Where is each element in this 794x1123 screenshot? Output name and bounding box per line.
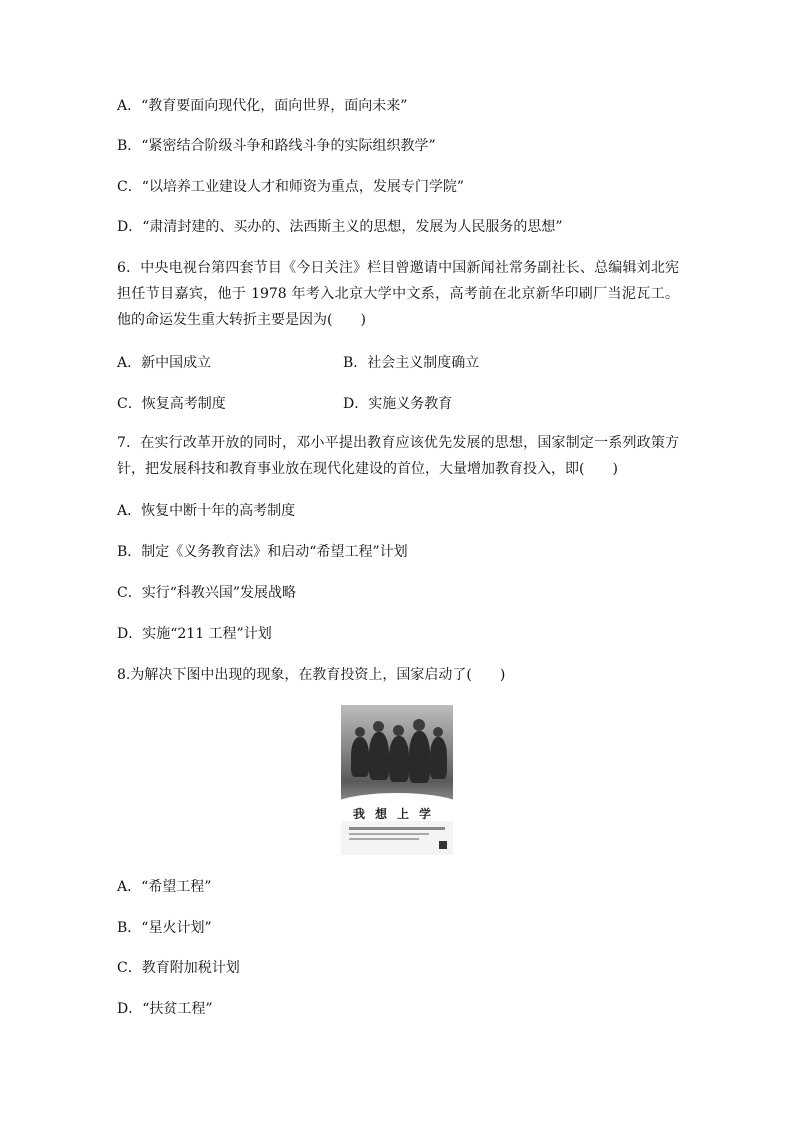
q7-stem: 7．在实行改革开放的同时，邓小平提出教育应该优先发展的思想，国家制定一系列政策方针，把发展科技和教育事业放在现代化建设的首位，大量增加教育投入，即( )	[117, 435, 679, 477]
q7-option-c: C．实行“科教兴国”发展战略	[117, 585, 297, 601]
q7-option-a: A．恢复中断十年的高考制度	[117, 503, 296, 519]
q5-option-c: C．“以培养工业建设人才和师资为重点，发展专门学院”	[117, 179, 465, 195]
q8-option-d: D．“扶贫工程”	[117, 1001, 213, 1017]
q6-stem: 6．中央电视台第四套节目《今日关注》栏目曾邀请中国新闻社常务副社长、总编辑刘北宪担任节目嘉宾，他于 1978 年考入北京大学中文系，高考前在北京新华印刷厂当泥瓦工。他的命运发生重大转折主要是因为( )	[117, 260, 679, 328]
q6-option-c: C．恢复高考制度	[117, 396, 226, 412]
poster-logo-icon	[439, 841, 447, 849]
q7-option-d: D．实施“211 工程”计划	[117, 626, 272, 642]
q6-option-d: D．实施义务教育	[343, 396, 453, 412]
q6-option-b: B．社会主义制度确立	[343, 355, 480, 371]
q6-option-a: A．新中国成立	[117, 355, 212, 371]
q5-option-a: A．“教育要面向现代化，面向世界，面向未来”	[117, 98, 408, 114]
q7-option-b: B．制定《义务教育法》和启动“希望工程”计划	[117, 544, 408, 560]
poster-title: 我想上学	[352, 807, 441, 821]
q5-option-b: B．“紧密结合阶级斗争和路线斗争的实际组织教学”	[117, 138, 436, 154]
q8-stem: 8.为解决下图中出现的现象，在教育投资上，国家启动了( )	[117, 667, 506, 683]
q8-option-a: A．“希望工程”	[117, 879, 212, 895]
q5-option-d: D．“肃清封建的、买办的、法西斯主义的思想，发展为人民服务的思想”	[117, 219, 563, 235]
poster-image	[341, 705, 453, 855]
q8-option-b: B．“星火计划”	[117, 920, 212, 936]
q8-option-c: C．教育附加税计划	[117, 960, 240, 976]
